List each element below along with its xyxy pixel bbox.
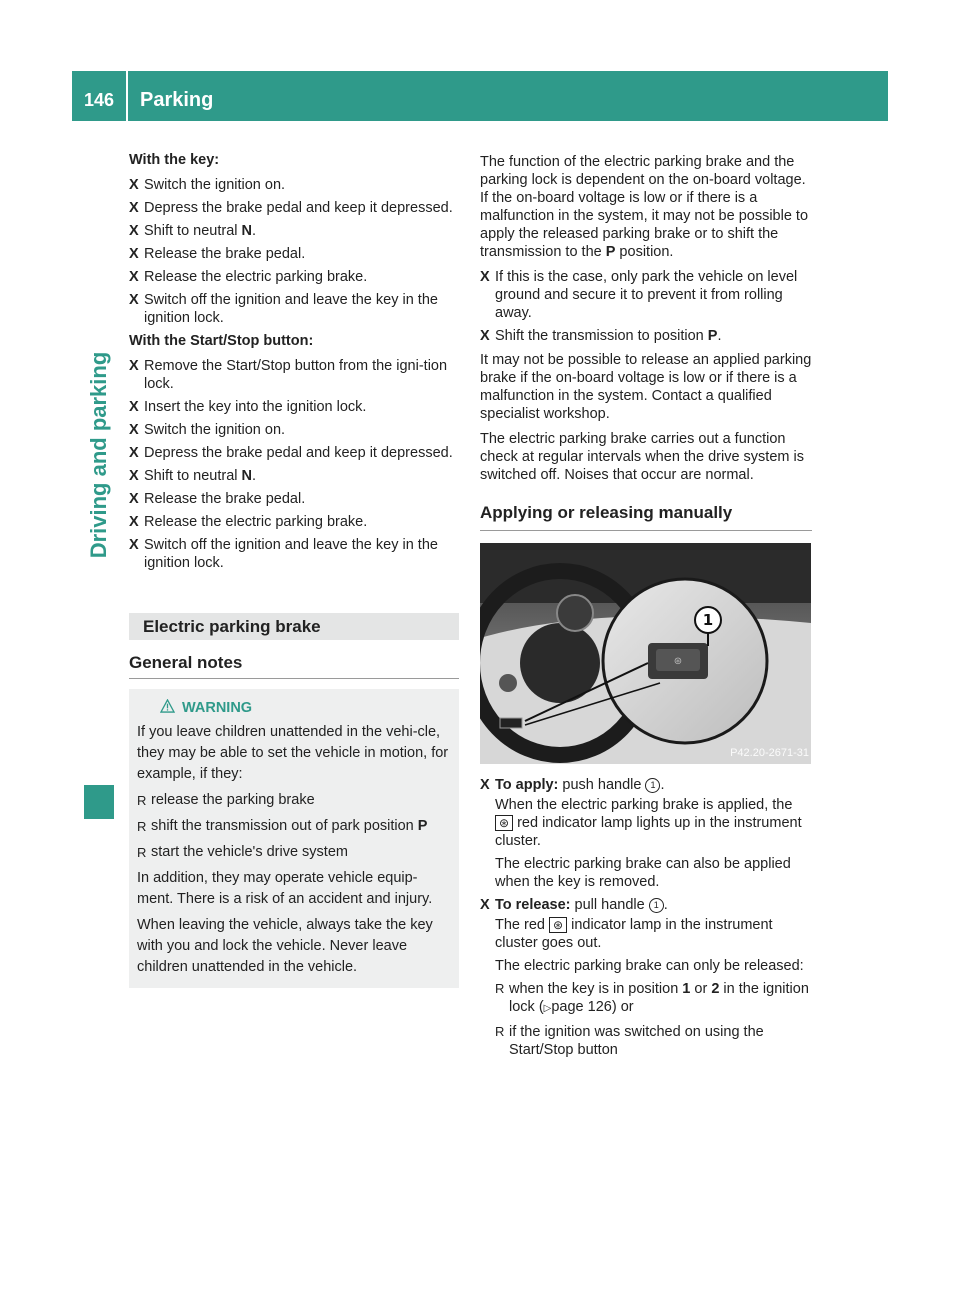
warning-box: [129, 689, 459, 988]
function-check-note: The electric parking brake carries out a function check at regular intervals when the drive system is switched off. Noises that occur are normal.: [480, 431, 804, 483]
step-item: X If this is the case, only park the vehicle on level ground and secure it to prevent it from rolling away.: [480, 269, 798, 321]
warning-advice: When leaving the vehicle, always take the key with you and lock the vehicle. Never leave children unattended in the vehicle.: [137, 917, 433, 975]
section-heading: Electric parking brake: [129, 613, 459, 640]
step-item: X Depress the brake pedal and keep it depressed.: [129, 445, 453, 461]
svg-text:⊛: ⊛: [673, 656, 683, 667]
arrow-icon: X: [129, 491, 139, 507]
step-item: X Remove the Start/Stop button from the igni-tion lock.: [129, 358, 448, 392]
arrow-icon: X: [480, 328, 490, 344]
arrow-icon: X: [129, 177, 139, 193]
subheading: General notes: [129, 654, 459, 679]
with-key-heading: With the key:: [129, 152, 220, 168]
step-item: X Release the brake pedal.: [129, 491, 306, 507]
warning-risk: In addition, they may operate vehicle equip-ment. There is a risk of an accident and injury.: [137, 870, 433, 907]
chapter-side-title: [84, 130, 114, 780]
right-column: [480, 153, 812, 1064]
page-reference-link[interactable]: page 126: [551, 999, 612, 1015]
release-bullet: R if the ignition was switched on using the Start/Stop button: [495, 1024, 764, 1058]
figure-code: P42.20-2671-31: [730, 747, 809, 759]
manual-heading: Applying or releasing manually: [480, 504, 812, 531]
dashboard-illustration: [480, 543, 811, 764]
arrow-icon: X: [129, 399, 139, 415]
step-item: X Switch off the ignition and leave the key in the ignition lock.: [129, 292, 438, 326]
arrow-icon: X: [129, 422, 139, 438]
arrow-icon: X: [129, 445, 139, 461]
apply-detail: When the electric parking brake is applied, the ⊛ red indicator lamp lights up in the instrument cluster.: [495, 797, 802, 849]
arrow-icon: X: [129, 537, 139, 553]
warning-bullet: R shift the transmission out of park position P: [137, 816, 451, 837]
apply-step: X To apply: push handle 1 .: [480, 777, 665, 793]
warning-bullet: R start the vehicle's drive system: [137, 842, 451, 863]
callout-1-icon: 1: [645, 778, 660, 793]
arrow-icon: X: [129, 514, 139, 530]
step-item: X Depress the brake pedal and keep it depressed.: [129, 200, 453, 216]
warning-bullet: R release the parking brake: [137, 790, 451, 811]
release-condition: The electric parking brake can only be released:: [495, 958, 804, 974]
svg-text:1: 1: [702, 611, 714, 629]
warning-icon: [160, 699, 175, 713]
arrow-icon: X: [129, 269, 139, 285]
apply-note: The electric parking brake can also be applied when the key is removed.: [495, 856, 791, 890]
step-item: X Switch the ignition on.: [129, 177, 286, 193]
step-item: X Release the electric parking brake.: [129, 514, 368, 530]
step-item: X Switch the ignition on.: [129, 422, 286, 438]
arrow-icon: X: [129, 292, 139, 308]
warning-intro: If you leave children unattended in the vehi-cle, they may be able to set the vehicle in motion, for example, if they:: [137, 724, 449, 782]
parking-brake-indicator-icon: ⊛: [495, 815, 513, 831]
release-note: It may not be possible to release an applied parking brake if the on-board voltage is low or if there is a malfunction in the system. Contact a qualified specialist workshop.: [480, 352, 812, 422]
bullet-icon: R: [137, 793, 147, 808]
step-item: X Shift to neutral N.: [129, 468, 257, 484]
step-item: X Shift the transmission to position P.: [480, 328, 722, 344]
arrow-icon: X: [129, 468, 139, 484]
step-item: X Release the brake pedal.: [129, 246, 306, 262]
left-column: [129, 151, 459, 988]
step-item: X Shift to neutral N.: [129, 223, 257, 239]
release-detail: The red ⊛ indicator lamp in the instrument cluster goes out.: [495, 917, 773, 951]
arrow-icon: X: [480, 897, 490, 913]
intro-paragraph: The function of the electric parking brake and the parking lock is dependent on the on-board voltage. If the on-board voltage is low or if there is a malfunction in the system, it may not be possible to apply the released parking brake or to shift the transmission to the P position.: [480, 154, 809, 260]
header-divider: [126, 71, 128, 121]
step-item: X Insert the key into the ignition lock.: [129, 399, 367, 415]
parking-brake-figure: [480, 543, 811, 764]
bullet-icon: R: [495, 1024, 505, 1039]
parking-brake-indicator-icon: ⊛: [549, 917, 567, 933]
chapter-title-text: Driving and parking: [86, 351, 111, 559]
with-button-heading: With the Start/Stop button:: [129, 333, 314, 349]
arrow-icon: X: [129, 200, 139, 216]
warning-title: WARNING: [137, 698, 451, 719]
arrow-icon: X: [480, 269, 490, 285]
chapter-tab-marker: [84, 785, 114, 819]
step-item: X Switch off the ignition and leave the key in the ignition lock.: [129, 537, 438, 571]
page-ref-arrow-icon: ▷: [543, 1003, 552, 1014]
callout-1-icon: 1: [649, 898, 664, 913]
section-title: Parking: [140, 89, 214, 111]
arrow-icon: X: [129, 223, 139, 239]
arrow-icon: X: [129, 246, 139, 262]
arrow-icon: X: [480, 777, 490, 793]
bullet-icon: R: [495, 981, 505, 996]
release-step: X To release: pull handle 1 .: [480, 897, 668, 913]
bullet-icon: R: [137, 845, 147, 860]
release-bullet: R when the key is in position 1 or 2 in the ignition lock (▷page 126) or: [495, 981, 809, 1015]
bullet-icon: R: [137, 819, 147, 834]
step-item: X Release the electric parking brake.: [129, 269, 368, 285]
arrow-icon: X: [129, 358, 139, 374]
page-number: 146: [83, 90, 115, 110]
